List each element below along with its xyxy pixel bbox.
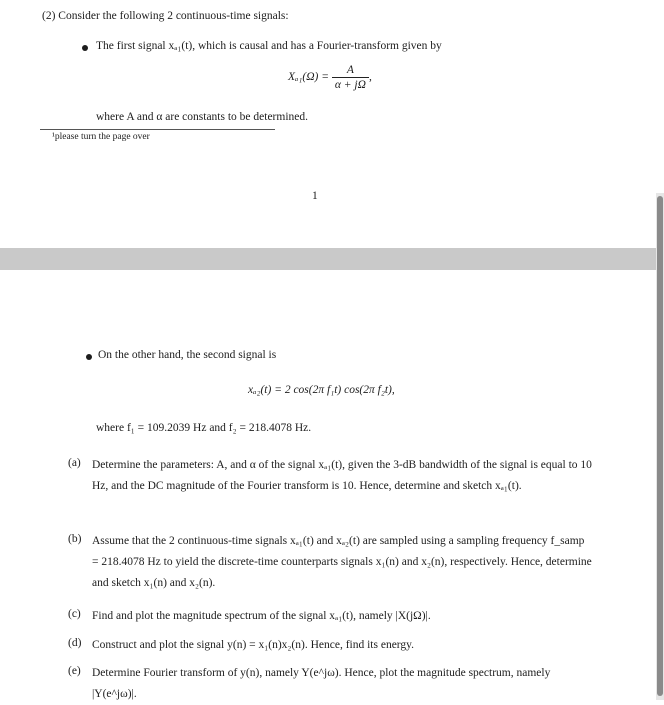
- part-d-label: (d): [68, 637, 82, 649]
- part-e-text: Determine Fourier transform of y(n), namely Y(e^jω). Hence, plot the magnitude spectrum, namely |Y(e^jω)|.: [92, 667, 551, 700]
- part-a-label: (a): [68, 457, 81, 469]
- part-c-text: Find and plot the magnitude spectrum of the signal xₐ₁(t), namely |X(jΩ)|.: [92, 610, 431, 622]
- question-heading: (2) Consider the following 2 continuous-time signals:: [42, 10, 289, 22]
- bullet-first-signal: The first signal xₐ₁(t), which is causal and has a Fourier-transform given by: [96, 40, 442, 52]
- footnote-text: ¹please turn the page over: [52, 132, 150, 142]
- equation-xa1-denominator: α + jΩ: [334, 79, 366, 91]
- bullet-second-signal: On the other hand, the second signal is: [98, 349, 277, 361]
- equation-xa1: [288, 64, 372, 91]
- bullet-dot-2: [86, 354, 92, 360]
- part-c-label: (c): [68, 608, 81, 620]
- where-frequencies-text: where f₁ = 109.2039 Hz and f₂ = 218.4078 Hz.: [96, 422, 312, 434]
- equation-xa1-lhs: Xₐ₁(Ω) =: [288, 71, 329, 84]
- footnote-rule: [40, 129, 275, 130]
- part-d-text: Construct and plot the signal y(n) = x₁(n)x₂(n). Hence, find its energy.: [92, 639, 415, 651]
- part-b-text: Assume that the 2 continuous-time signals xₐ₁(t) and xₐ₂(t) are sampled using a sampling frequency f_samp = 218.4078 Hz to yield the discrete-time counterparts signals x₁(n) and x₂(n), respectively. Hence, determine and sketch x₁(n) and x₂(n).: [92, 535, 592, 589]
- page-separator: [0, 248, 664, 270]
- equation-xa1-tail: ,: [368, 71, 372, 84]
- part-a-text: Determine the parameters: A, and α of the signal xₐ₁(t), given the 3-dB bandwidth of the signal is equal to 10 Hz, and the DC magnitude of the Fourier transform is 10. Hence, determine and sketch xₐ₁(t).: [92, 459, 592, 492]
- equation-xa1-numerator: A: [332, 64, 369, 78]
- part-b-label: (b): [68, 533, 82, 545]
- bullet-dot-1: [82, 45, 88, 51]
- equation-xa1-fraction: [332, 64, 369, 91]
- part-e-label: (e): [68, 665, 81, 677]
- equation-xa2: xₐ₂(t) = 2 cos(2π f₁t) cos(2π f₂t),: [248, 384, 395, 396]
- scrollbar-thumb[interactable]: [657, 196, 663, 696]
- where-constants-text: where A and α are constants to be determined.: [96, 111, 308, 123]
- page-number: 1: [312, 190, 318, 202]
